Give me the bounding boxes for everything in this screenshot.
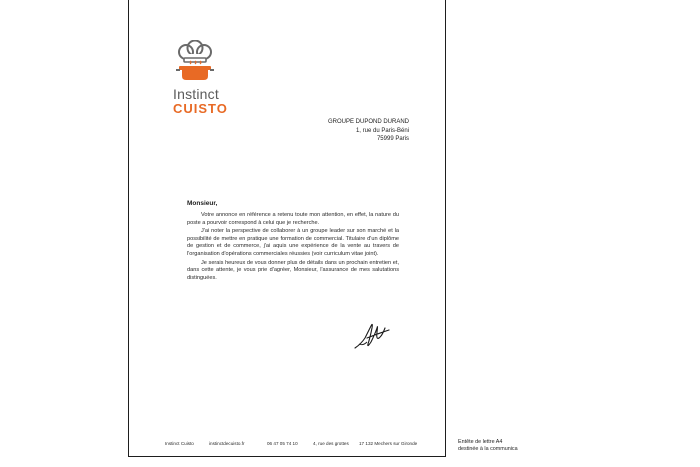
brand-name-cuisto: CUISTO bbox=[173, 101, 228, 116]
recipient-address bbox=[328, 118, 409, 144]
footer-phone: 06 47 05 74 10 bbox=[267, 441, 298, 446]
letterhead-sheet bbox=[128, 0, 446, 457]
letter-salutation: Monsieur, bbox=[187, 200, 218, 207]
handwritten-signature-icon bbox=[349, 318, 399, 359]
footer-website: instinctdecuisto.fr bbox=[209, 441, 245, 446]
brand-logo bbox=[167, 40, 237, 130]
recipient-city: 75999 Paris bbox=[376, 136, 409, 143]
recipient-company: GROUPE DUPOND DURAND bbox=[327, 119, 409, 125]
letter-body bbox=[187, 212, 399, 283]
letter-paragraph: J'ai noter la perspective de collaborer à un groupe leader sur son marché et la possibilité de mettre en pratique une formation de commercial. Titulaire d'un diplôme de gestion et de commerce, j'ai aquis une expérience de la vente au travers de l'organisation d'opérations commerciales réussies (voir curriculum vitae joint). bbox=[187, 228, 399, 257]
recipient-street: 1, rue du Paris-Béni bbox=[355, 127, 409, 134]
caption-line-2: destinée à la communica bbox=[458, 446, 518, 452]
footer-address: 4, rue des grottes bbox=[313, 441, 349, 446]
chef-hat-pot-icon bbox=[173, 40, 217, 84]
footer-city: 17 132 Mechers sur Gironde bbox=[359, 441, 418, 446]
brand-name-instinct: Instinct bbox=[173, 86, 219, 102]
caption-line-1: Entête de lettre A4 bbox=[458, 439, 503, 445]
footer-name: Instinct Cuisto bbox=[165, 441, 194, 446]
document-caption bbox=[458, 439, 518, 453]
letter-paragraph: Je serais heureux de vous donner plus de détails dans un prochain entretien et, dans cette attente, je vous prie d'agréer, Monsieur, l'assurance de mes salutations distinguées. bbox=[187, 259, 399, 281]
letter-paragraph: Votre annonce en référence a retenu toute mon attention, en effet, la nature du poste a pourvoir correspond à celui que je recherche. bbox=[187, 212, 399, 226]
